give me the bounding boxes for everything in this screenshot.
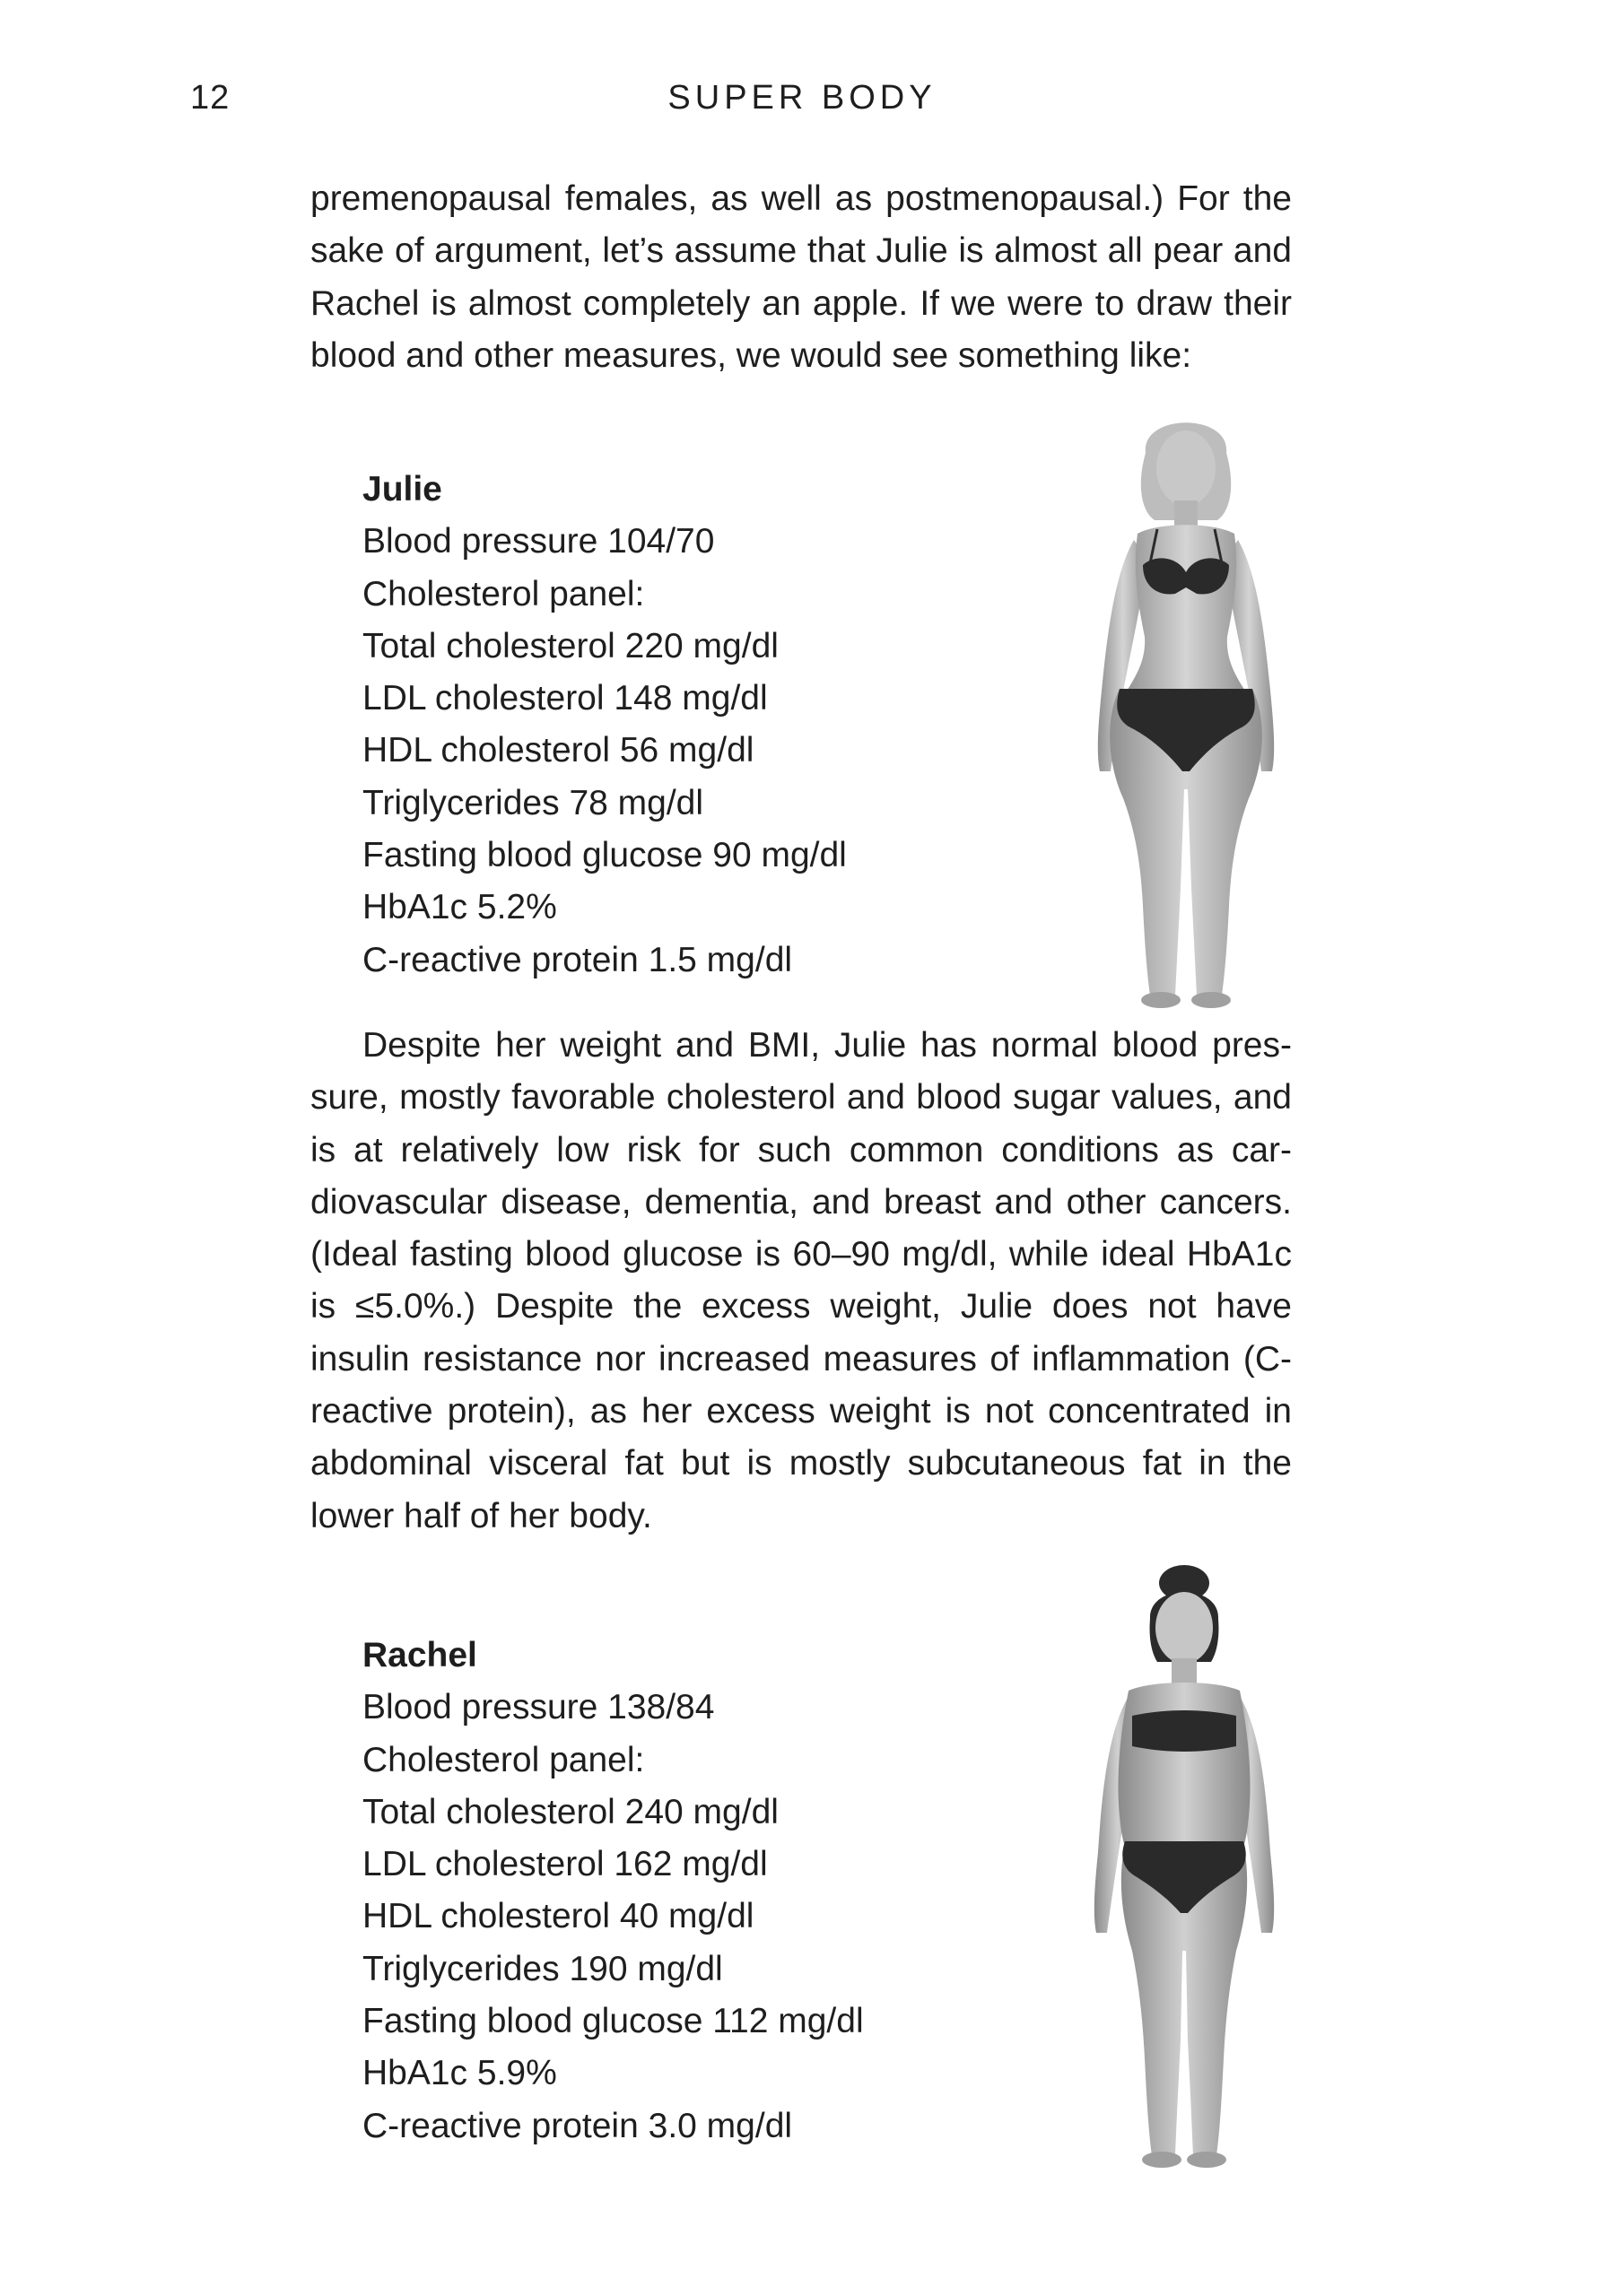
julie-total-cholesterol: Total cholesterol 220 mg/dl bbox=[362, 626, 779, 665]
julie-blood-pressure: Blood pressure 104/70 bbox=[362, 522, 715, 561]
rachel-crp: C-reactive protein 3.0 mg/dl bbox=[362, 2106, 793, 2145]
rachel-cholesterol-panel-label: Cholesterol panel: bbox=[362, 1740, 645, 1779]
rachel-blood-pressure: Blood pressure 138/84 bbox=[362, 1688, 715, 1727]
rachel-hdl-cholesterol: HDL cholesterol 40 mg/dl bbox=[362, 1897, 754, 1936]
julie-crp: C-reactive protein 1.5 mg/dl bbox=[362, 940, 793, 979]
julie-hba1c: HbA1c 5.2% bbox=[362, 888, 557, 927]
apple-body-figure-icon bbox=[1050, 1556, 1319, 2175]
pear-body-figure-icon bbox=[1051, 404, 1321, 1013]
julie-profile bbox=[362, 464, 990, 987]
julie-fasting-glucose: Fasting blood glucose 90 mg/dl bbox=[362, 836, 847, 875]
rachel-triglycerides: Triglycerides 190 mg/dl bbox=[362, 1949, 723, 1988]
page-number: 12 bbox=[190, 79, 231, 117]
julie-hdl-cholesterol: HDL cholesterol 56 mg/dl bbox=[362, 731, 754, 770]
julie-cholesterol-panel-label: Cholesterol panel: bbox=[362, 574, 645, 613]
julie-name: Julie bbox=[362, 470, 442, 509]
rachel-name: Rachel bbox=[362, 1636, 477, 1674]
julie-ldl-cholesterol: LDL cholesterol 148 mg/dl bbox=[362, 679, 768, 718]
rachel-profile bbox=[362, 1630, 990, 2152]
julie-triglycerides: Triglycerides 78 mg/dl bbox=[362, 783, 704, 822]
intro-paragraph: premenopausal females, as well as postmenopausal.) For the sake of argument, let’s assume that Julie is almost all pear and Rachel is almost completely an apple. If we were to draw their blood and other measures, we would see something like: bbox=[310, 179, 1292, 375]
rachel-total-cholesterol: Total cholesterol 240 mg/dl bbox=[362, 1792, 779, 1831]
running-head: SUPER BODY bbox=[667, 79, 937, 117]
analysis-paragraph: Despite her weight and BMI, Julie has normal blood pres-sure, mostly favorable cholesterol and blood sugar values, and is at relatively low risk for such common conditions as car-diovascular disease, dementia, and breast and other cancers. (Ideal fasting blood glucose is 60–90 mg/dl, while ideal HbA1c is ≤5.0%.) Despite the excess weight, Julie does not have insulin resistance nor increased measures of inflammation (C-reactive protein), as her excess weight is not concentrated in abdominal visceral fat but is mostly subcutaneous fat in the lower half of her body. bbox=[310, 1026, 1292, 1535]
rachel-fasting-glucose: Fasting blood glucose 112 mg/dl bbox=[362, 2002, 864, 2041]
rachel-hba1c: HbA1c 5.9% bbox=[362, 2054, 557, 2093]
rachel-ldl-cholesterol: LDL cholesterol 162 mg/dl bbox=[362, 1845, 768, 1884]
